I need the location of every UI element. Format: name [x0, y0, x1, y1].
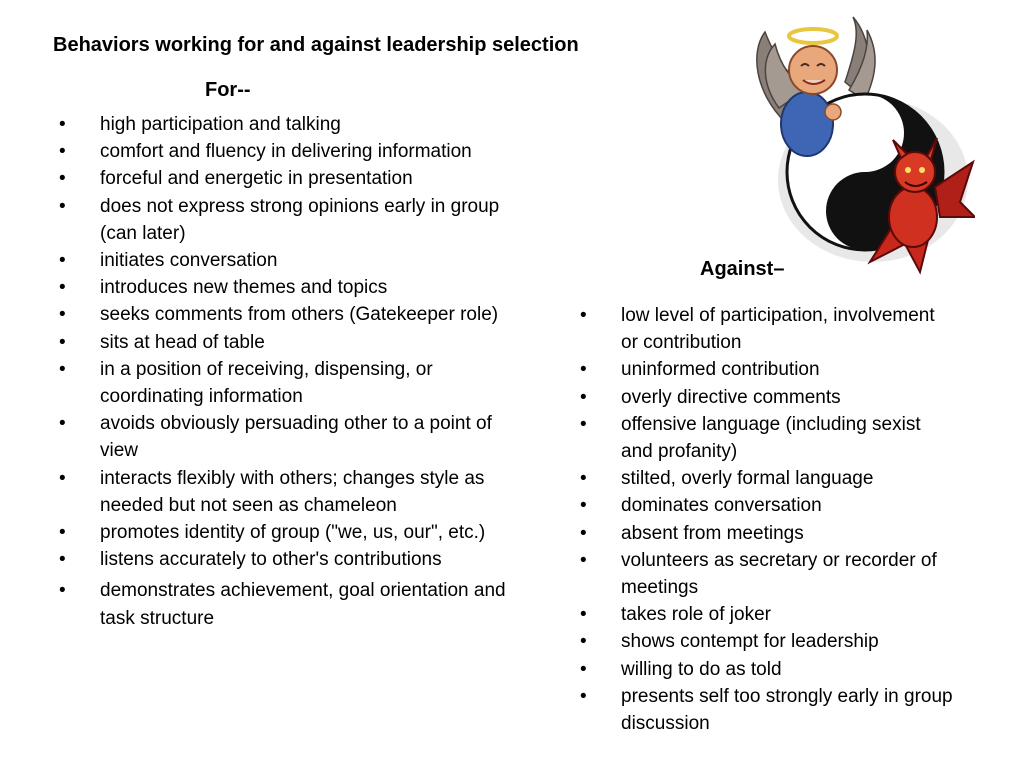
list-item: • uninformed contribution [574, 356, 954, 383]
for-heading: For-- [205, 79, 251, 101]
list-item: • promotes identity of group ("we, us, our", etc.) [53, 519, 533, 546]
list-item: • offensive language (including sexist and profanity) [574, 411, 954, 465]
list-item: • absent from meetings [574, 520, 954, 547]
list-item: • takes role of joker [574, 601, 954, 628]
list-item: • overly directive comments [574, 384, 954, 411]
list-item: • listens accurately to other's contributions [53, 546, 533, 573]
list-item: • sits at head of table [53, 329, 533, 356]
page-title: Behaviors working for and against leadership selection [53, 34, 579, 56]
list-item: • shows contempt for leadership [574, 628, 954, 655]
list-item: • interacts flexibly with others; changes style as needed but not seen as chameleon [53, 465, 533, 519]
list-item: • presents self too strongly early in group discussion [574, 683, 954, 737]
list-item: • high participation and talking [53, 111, 533, 138]
list-item: • dominates conversation [574, 492, 954, 519]
list-item: • willing to do as told [574, 656, 954, 683]
yin-yang-angel-devil-icon [745, 12, 975, 280]
list-item: • does not express strong opinions early in group (can later) [53, 193, 533, 247]
list-item: • low level of participation, involvement or contribution [574, 302, 954, 356]
list-item: • avoids obviously persuading other to a point of view [53, 410, 533, 464]
list-item: • comfort and fluency in delivering information [53, 138, 533, 165]
list-item: • initiates conversation [53, 247, 533, 274]
list-item: • stilted, overly formal language [574, 465, 954, 492]
list-item: • forceful and energetic in presentation [53, 165, 533, 192]
list-item: • in a position of receiving, dispensing, or coordinating information [53, 356, 533, 410]
against-list [574, 302, 954, 737]
list-item: • demonstrates achievement, goal orientation and task structure [53, 577, 533, 631]
list-item: • introduces new themes and topics [53, 274, 533, 301]
list-item: • seeks comments from others (Gatekeeper role) [53, 301, 533, 328]
for-list [53, 111, 533, 632]
against-heading: Against– [700, 258, 785, 280]
list-item: • volunteers as secretary or recorder of meetings [574, 547, 954, 601]
